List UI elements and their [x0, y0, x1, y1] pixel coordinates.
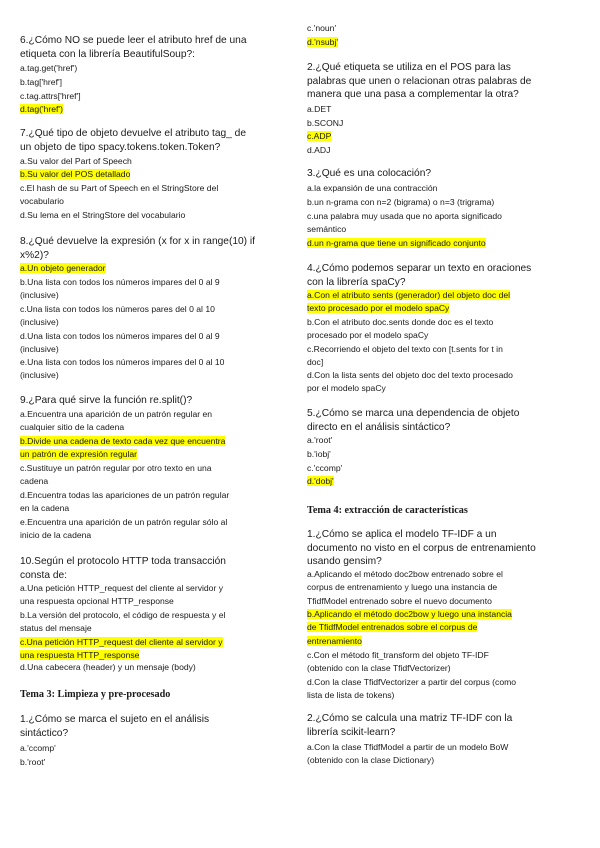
text-line: c.Una petición HTTP_request del cliente al servidor y — [20, 637, 223, 647]
line-wrapper — [20, 435, 225, 448]
line-wrapper — [20, 475, 212, 488]
line-wrapper — [20, 448, 225, 461]
line-wrapper — [307, 103, 331, 116]
line-wrapper — [20, 622, 225, 635]
text-line: c.Recorriendo el objeto del texto con [t.sents for t in — [307, 344, 503, 354]
line-wrapper — [307, 434, 332, 447]
question-text — [20, 127, 246, 154]
text-line: c.'ccomp' — [307, 463, 343, 473]
line-wrapper — [307, 75, 531, 89]
text-line: de TfidfModel entrenados sobre el corpus de — [307, 622, 478, 633]
line-wrapper — [20, 713, 209, 727]
line-wrapper — [20, 595, 223, 608]
line-wrapper — [307, 144, 330, 157]
text-line: b.'root' — [20, 757, 46, 767]
line-wrapper — [20, 356, 224, 369]
text-line: 3.¿Qué es una colocación? — [307, 168, 432, 179]
answer-option — [20, 330, 220, 357]
text-line: c.El hash de su Part of Speech en el StringStore del — [20, 183, 219, 193]
text-line: x%2)? — [20, 249, 49, 261]
line-wrapper — [20, 90, 81, 103]
line-wrapper — [20, 316, 215, 329]
answer-option — [307, 741, 508, 768]
question-text — [307, 61, 531, 102]
text-line: corpus de entrenamiento y luego una instancia de — [307, 582, 498, 593]
line-wrapper — [307, 61, 531, 75]
text-line: Tema 3: Limpieza y pre-procesado — [20, 689, 171, 700]
text-line: b.'iobj' — [307, 449, 331, 459]
answer-option — [20, 76, 62, 89]
text-line: Tema 4: extracción de características — [307, 505, 468, 516]
text-line: documento no visto en el corpus de entrenamiento — [307, 542, 536, 554]
text-line: texto procesado por el modelo spaCy — [307, 303, 450, 314]
text-line: 6.¿Cómo NO se puede leer el atributo href de una — [20, 35, 247, 46]
highlighted-answer-option — [20, 435, 225, 462]
answer-option — [20, 661, 196, 674]
line-wrapper — [307, 316, 493, 329]
line-wrapper — [307, 22, 336, 35]
text-line: b.Aplicando el método doc2bow y luego una instancia — [307, 609, 512, 619]
line-wrapper — [20, 421, 212, 434]
answer-option — [307, 434, 332, 447]
text-line: inicio de la cadena — [20, 530, 92, 541]
text-line: b.tag['href'] — [20, 77, 62, 87]
text-line: directo en el análisis sintáctico? — [307, 421, 451, 433]
text-line: a.Encuentra una aparición de un patrón regular en — [20, 409, 213, 419]
question-text — [20, 394, 192, 408]
answer-option — [20, 276, 220, 303]
line-wrapper — [307, 555, 536, 569]
answer-option — [20, 489, 229, 516]
text-line: 1.¿Cómo se aplica el modelo TF-IDF a un — [307, 529, 497, 540]
line-wrapper — [20, 141, 246, 155]
line-wrapper — [307, 568, 503, 581]
answer-option — [20, 609, 225, 636]
question-text — [307, 712, 512, 739]
line-wrapper — [307, 302, 510, 315]
line-wrapper — [307, 289, 510, 302]
answer-option — [307, 210, 502, 237]
question-text — [307, 167, 431, 181]
text-line: un patrón de expresión regular — [20, 449, 138, 460]
line-wrapper — [20, 103, 63, 116]
text-line: d.ADJ — [307, 145, 331, 155]
text-line: d.Con la clase TfidfVectorizer a partir del corpus (como — [307, 677, 517, 687]
line-wrapper — [307, 329, 493, 342]
line-wrapper — [20, 688, 170, 701]
text-line: d.Su lema en el StringStore del vocabulario — [20, 210, 186, 220]
text-line: 4.¿Cómo podemos separar un texto en oraciones — [307, 263, 532, 274]
line-wrapper — [307, 276, 531, 290]
text-line: d.un n-grama que tiene un significado conjunto — [307, 238, 486, 248]
text-line: (obtenido con la clase Dictionary) — [307, 755, 435, 766]
text-line: e.Una lista con todos los números impares del 0 al 10 — [20, 357, 225, 367]
question-text — [20, 235, 255, 262]
line-wrapper — [307, 343, 503, 356]
text-line: una respuesta HTTP_response — [20, 650, 140, 661]
line-wrapper — [307, 608, 512, 621]
line-wrapper — [307, 182, 437, 195]
answer-option — [307, 316, 493, 343]
text-line: 5.¿Cómo se marca una dependencia de objeto — [307, 408, 520, 419]
text-line: b.Su valor del POS detallado — [20, 169, 131, 179]
line-wrapper — [20, 34, 247, 48]
line-wrapper — [20, 76, 62, 89]
line-wrapper — [20, 48, 247, 62]
text-line: procesado por el modelo spaCy — [307, 330, 429, 341]
text-line: c.una palabra muy usada que no aporta significado — [307, 211, 502, 221]
text-line: status del mensaje — [20, 623, 92, 634]
line-wrapper — [307, 223, 502, 236]
answer-option — [20, 303, 215, 330]
line-wrapper — [307, 726, 512, 740]
text-line: a.Aplicando el método doc2bow entrenado sobre el — [307, 569, 503, 579]
text-line: 7.¿Qué tipo de objeto devuelve el atributo tag_ de — [20, 128, 246, 139]
text-line: d.Una lista con todos los números impares del 0 al 9 — [20, 331, 220, 341]
line-wrapper — [20, 62, 77, 75]
answer-option — [307, 343, 503, 370]
text-line: vocabulario — [20, 196, 64, 207]
line-wrapper — [20, 195, 218, 208]
highlighted-answer-option — [307, 608, 512, 648]
highlighted-answer-option — [20, 168, 130, 181]
text-line: e.Encuentra una aparición de un patrón regular sólo al — [20, 517, 228, 527]
text-line: b.SCONJ — [307, 118, 344, 128]
text-line: 1.¿Cómo se marca el sujeto en el análisis — [20, 714, 210, 725]
text-line: doc] — [307, 357, 324, 368]
line-wrapper — [307, 407, 519, 421]
text-line: semántico — [307, 224, 347, 235]
text-line: c.ADP — [307, 131, 332, 141]
answer-option — [20, 356, 224, 383]
text-line: a.Con la clase TfidfModel a partir de un modelo BoW — [307, 742, 509, 752]
text-line: un objeto de tipo spacy.tokens.token.Token? — [20, 141, 221, 153]
line-wrapper — [307, 448, 331, 461]
line-wrapper — [307, 754, 508, 767]
answer-option — [20, 516, 227, 543]
text-line: a.Su valor del Part of Speech — [20, 156, 132, 166]
text-line: (obtenido con la clase TfidfVectorizer) — [307, 663, 451, 674]
line-wrapper — [307, 581, 503, 594]
answer-option — [20, 62, 77, 75]
text-line: (inclusive) — [20, 344, 59, 355]
answer-option — [20, 742, 56, 755]
question-text — [307, 262, 531, 289]
answer-option — [20, 182, 218, 209]
text-line: 2.¿Qué etiqueta se utiliza en el POS para las — [307, 62, 511, 73]
line-wrapper — [20, 727, 209, 741]
text-line: d.Con la lista sents del objeto doc del texto procesado — [307, 370, 513, 380]
line-wrapper — [307, 167, 431, 181]
line-wrapper — [20, 756, 45, 769]
text-line: d.'dobj' — [307, 476, 334, 486]
highlighted-answer-option — [20, 636, 223, 663]
line-wrapper — [307, 741, 508, 754]
text-line: manera que una pasa a complementar la otra? — [307, 89, 519, 100]
highlighted-answer-option — [307, 475, 334, 488]
line-wrapper — [307, 421, 519, 435]
text-line: d.'nsubj' — [307, 37, 338, 47]
highlighted-answer-option — [307, 289, 510, 316]
line-wrapper — [307, 356, 503, 369]
line-wrapper — [307, 237, 486, 250]
line-wrapper — [20, 661, 196, 674]
answer-option — [307, 182, 437, 195]
line-wrapper — [307, 262, 531, 276]
line-wrapper — [20, 127, 246, 141]
text-line: librería scikit-learn? — [307, 726, 396, 738]
text-line: d.tag('href') — [20, 104, 63, 114]
line-wrapper — [307, 369, 513, 382]
line-wrapper — [20, 394, 192, 408]
text-line: c.Sustituye un patrón regular por otro texto en una — [20, 463, 212, 473]
text-line: b.Divide una cadena de texto cada vez que encuentra — [20, 436, 226, 446]
answer-option — [20, 462, 212, 489]
answer-option — [307, 369, 513, 396]
question-text — [20, 713, 209, 740]
line-wrapper — [307, 382, 513, 395]
line-wrapper — [307, 595, 503, 608]
answer-option — [307, 649, 489, 676]
line-wrapper — [307, 210, 502, 223]
question-text — [307, 407, 519, 434]
text-line: por el modelo spaCy — [307, 383, 386, 394]
line-wrapper — [20, 609, 225, 622]
answer-option — [307, 196, 494, 209]
text-line: TfidfModel entrenado sobre el nuevo documento — [307, 595, 492, 606]
line-wrapper — [20, 276, 220, 289]
text-line: (inclusive) — [20, 370, 59, 381]
text-line: cadena — [20, 476, 49, 487]
text-line: 2.¿Cómo se calcula una matriz TF-IDF con la — [307, 713, 513, 724]
text-line: una respuesta opcional HTTP_response — [20, 596, 174, 607]
text-line: c.Una lista con todos los números pares del 0 al 10 — [20, 304, 215, 314]
text-line: palabras que unen o relacionan otras palabras de — [307, 75, 532, 87]
line-wrapper — [20, 489, 229, 502]
line-wrapper — [20, 168, 130, 181]
line-wrapper — [307, 196, 494, 209]
answer-option — [307, 448, 331, 461]
line-wrapper — [20, 408, 212, 421]
answer-option — [307, 676, 516, 703]
highlighted-answer-option — [307, 237, 486, 250]
text-line: a.DET — [307, 104, 332, 114]
text-line: b.un n-grama con n=2 (bigrama) o n=3 (trigrama) — [307, 197, 495, 207]
highlighted-answer-option — [307, 36, 338, 49]
line-wrapper — [20, 155, 132, 168]
line-wrapper — [20, 303, 215, 316]
answer-option — [307, 103, 331, 116]
highlighted-answer-option — [307, 130, 331, 143]
text-line: a.Una petición HTTP_request del cliente al servidor y — [20, 583, 224, 593]
line-wrapper — [307, 689, 516, 702]
text-line: b.Una lista con todos los números impares del 0 al 9 — [20, 277, 220, 287]
text-line: 9.¿Para qué sirve la función re.split()? — [20, 395, 193, 406]
question-text — [20, 34, 247, 61]
line-wrapper — [20, 330, 220, 343]
line-wrapper — [20, 636, 223, 649]
section-heading — [20, 688, 170, 701]
line-wrapper — [20, 582, 223, 595]
text-line: 8.¿Qué devuelve la expresión (x for x in range(10) if — [20, 236, 255, 247]
text-line: a.tag.get('href') — [20, 63, 78, 73]
text-line: a.Con el atributo sents (generador) del objeto doc del — [307, 290, 511, 300]
answer-option — [20, 209, 185, 222]
text-line: sintáctico? — [20, 727, 69, 739]
line-wrapper — [20, 529, 227, 542]
line-wrapper — [20, 209, 185, 222]
answer-option — [20, 756, 45, 769]
answer-option — [307, 144, 330, 157]
text-line: en la cadena — [20, 503, 70, 514]
highlighted-answer-option — [20, 262, 106, 275]
text-line: (inclusive) — [20, 317, 59, 328]
text-line: c.'noun' — [307, 23, 337, 33]
text-line: con la librería spaCy? — [307, 276, 406, 288]
line-wrapper — [307, 621, 512, 634]
line-wrapper — [20, 462, 212, 475]
line-wrapper — [20, 289, 220, 302]
text-line: a.'root' — [307, 435, 333, 445]
text-line: usando gensim? — [307, 556, 382, 567]
text-line: b.Con el atributo doc.sents donde doc es el texto — [307, 317, 494, 327]
line-wrapper — [20, 369, 224, 382]
text-line: etiqueta con la librería BeautifulSoup?: — [20, 48, 196, 60]
line-wrapper — [307, 528, 536, 542]
text-line: lista de lista de tokens) — [307, 690, 395, 701]
highlighted-answer-option — [20, 103, 63, 116]
answer-option — [20, 155, 132, 168]
text-line: 10.Según el protocolo HTTP toda transacción — [20, 556, 226, 567]
text-line: a.Un objeto generador — [20, 263, 106, 273]
text-line: d.Encuentra todas las apariciones de un patrón regular — [20, 490, 230, 500]
text-line: consta de: — [20, 569, 68, 581]
text-line: b.La versión del protocolo, el código de respuesta y el — [20, 610, 226, 620]
line-wrapper — [307, 649, 489, 662]
line-wrapper — [20, 516, 227, 529]
line-wrapper — [307, 475, 334, 488]
text-line: c.tag.attrs['href'] — [20, 91, 81, 101]
line-wrapper — [307, 662, 489, 675]
answer-option — [307, 462, 342, 475]
text-line: a.la expansión de una contracción — [307, 183, 438, 193]
text-line: entrenamiento — [307, 635, 362, 646]
text-line: (inclusive) — [20, 290, 59, 301]
section-heading — [307, 504, 468, 517]
question-text — [20, 555, 226, 582]
line-wrapper — [20, 235, 255, 249]
line-wrapper — [20, 343, 220, 356]
line-wrapper — [20, 249, 255, 263]
answer-option — [307, 22, 336, 35]
text-line: a.'ccomp' — [20, 743, 56, 753]
line-wrapper — [307, 88, 531, 102]
answer-option — [20, 582, 223, 609]
line-wrapper — [307, 117, 343, 130]
text-line: d.Una cabecera (header) y un mensaje (body) — [20, 662, 196, 672]
line-wrapper — [20, 182, 218, 195]
line-wrapper — [307, 635, 512, 648]
answer-option — [307, 568, 503, 608]
line-wrapper — [307, 36, 338, 49]
line-wrapper — [307, 542, 536, 556]
line-wrapper — [307, 504, 468, 517]
text-line: c.Con el método fit_transform del objeto TF-IDF — [307, 650, 489, 660]
line-wrapper — [20, 569, 226, 583]
text-line: cualquier sitio de la cadena — [20, 422, 125, 433]
line-wrapper — [20, 555, 226, 569]
answer-option — [307, 117, 343, 130]
question-text — [307, 528, 536, 569]
answer-option — [20, 90, 81, 103]
line-wrapper — [307, 462, 342, 475]
line-wrapper — [20, 502, 229, 515]
line-wrapper — [20, 262, 106, 275]
answer-option — [20, 408, 212, 435]
line-wrapper — [307, 676, 516, 689]
line-wrapper — [20, 742, 56, 755]
line-wrapper — [307, 712, 512, 726]
line-wrapper — [307, 130, 331, 143]
